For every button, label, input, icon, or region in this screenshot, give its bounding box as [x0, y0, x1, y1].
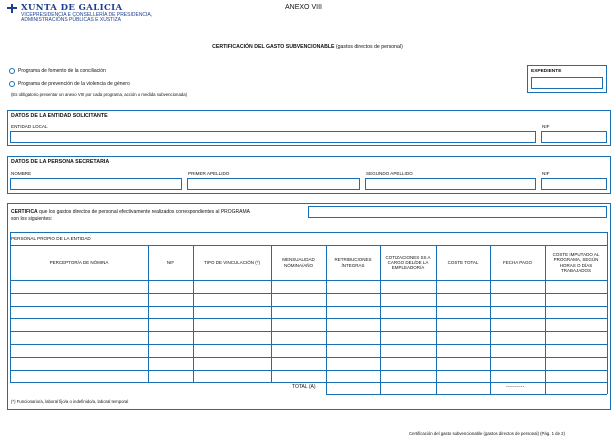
- segundo-apellido-label: SEGUNDO APELLIDO: [366, 171, 413, 176]
- program-conciliacion-label: Programa de fomento de la conciliación: [18, 68, 106, 74]
- table-cell-input[interactable]: [327, 307, 379, 318]
- table-cell-input[interactable]: [546, 371, 606, 382]
- table-cell-input[interactable]: [381, 307, 435, 318]
- secretaria-nif-label: NIF: [542, 171, 550, 176]
- table-cell-input[interactable]: [149, 332, 192, 343]
- page-footer: Certificación del gasto subvencionable (gastos directos de personal) (Pág. 1 de 2): [409, 431, 565, 436]
- table-cell-input[interactable]: [194, 307, 270, 318]
- table-cell-input[interactable]: [272, 281, 325, 292]
- table-header-cell: MENSUALIDAD NÓMINA/AÑO: [282, 257, 315, 268]
- table-cell-input[interactable]: [491, 371, 544, 382]
- table-cell-input[interactable]: [149, 281, 192, 292]
- table-cell-input[interactable]: [272, 294, 325, 305]
- logo-subtitle-line-1: VICEPRESIDENCIA E CONSELLERÍA DE PRESIDENCIA,: [21, 12, 153, 18]
- table-cell-input[interactable]: [437, 358, 489, 369]
- table-cell-input[interactable]: [546, 345, 606, 356]
- table-border-top: [10, 232, 607, 233]
- table-cell-input[interactable]: [194, 345, 270, 356]
- form-title-bold: CERTIFICACIÓN DEL GASTO SUBVENCIONABLE: [212, 44, 335, 50]
- table-cell-input[interactable]: [272, 307, 325, 318]
- table-cell-input[interactable]: [149, 345, 192, 356]
- table-cell-input[interactable]: [437, 307, 489, 318]
- table-cell-input[interactable]: [546, 358, 606, 369]
- table-cell-input[interactable]: [437, 281, 489, 292]
- table-cell-input[interactable]: [272, 358, 325, 369]
- table-cell-input[interactable]: [11, 371, 147, 382]
- certifica-text-1: que los gastos directos de personal efectivamente realizados correspondientes al PROGRAMA: [37, 209, 251, 215]
- table-cell-input[interactable]: [327, 371, 379, 382]
- table-header-cell: COSTE TOTAL: [447, 259, 479, 265]
- table-header-cell: TIPO DE VINCULACIÓN (*): [203, 259, 260, 265]
- annex-label: ANEXO VIII: [285, 4, 322, 11]
- table-cell-input[interactable]: [149, 358, 192, 369]
- table-cell-input[interactable]: [381, 345, 435, 356]
- table-cell-input[interactable]: [149, 371, 192, 382]
- table-cell-input[interactable]: [437, 371, 489, 382]
- table-cell-input[interactable]: [491, 332, 544, 343]
- table-cell-input[interactable]: [381, 332, 435, 343]
- table-total-bottom-line: [326, 394, 607, 395]
- table-cell-input[interactable]: [194, 319, 270, 330]
- expediente-label: EXPEDIENTE: [531, 69, 562, 74]
- table-header-cell: RETRIBUCIONES ÍNTEGRAS: [334, 257, 372, 268]
- table-cell-input[interactable]: [272, 319, 325, 330]
- program-violencia-label: Programa de prevención de la violencia de género: [18, 81, 130, 87]
- logo-title: XUNTA DE GALICIA: [21, 3, 123, 13]
- certifica-text-2: son los siguientes:: [11, 216, 53, 222]
- entidad-solicitante-title: DATOS DE LA ENTIDAD SOLICITANTE: [11, 113, 108, 119]
- table-cell-input[interactable]: [437, 345, 489, 356]
- table-cell-input[interactable]: [149, 319, 192, 330]
- table-cell-input[interactable]: [546, 332, 606, 343]
- table-cell-input[interactable]: [491, 319, 544, 330]
- table-header-cell: COTIZACIONES SS A CARGO DEL/DE LA EMPLEADOR/A: [385, 254, 431, 271]
- table-cell-input[interactable]: [381, 294, 435, 305]
- table-cell-input[interactable]: [381, 358, 435, 369]
- table-cell-input[interactable]: [381, 319, 435, 330]
- table-cell-input[interactable]: [11, 307, 147, 318]
- form-title-rest: (gastos directos de personal): [334, 44, 403, 50]
- total-label: TOTAL (A): [292, 384, 316, 390]
- table-cell-input[interactable]: [11, 319, 147, 330]
- logo-subtitle-line-2: ADMINISTRACIÓNS PÚBLICAS E XUSTIZA: [21, 17, 122, 24]
- table-cell-input[interactable]: [546, 281, 606, 292]
- table-cell-input[interactable]: [437, 294, 489, 305]
- table-cell-input[interactable]: [11, 345, 147, 356]
- entidad-nif-label: NIF: [542, 124, 550, 129]
- table-cell-input[interactable]: [194, 281, 270, 292]
- table-column-divider: [326, 382, 327, 394]
- table-cell-input[interactable]: [327, 294, 379, 305]
- table-cell-input[interactable]: [194, 332, 270, 343]
- table-cell-input[interactable]: [149, 294, 192, 305]
- table-cell-input[interactable]: [327, 345, 379, 356]
- table-cell-input[interactable]: [491, 345, 544, 356]
- nombre-label: NOMBRE: [11, 171, 32, 176]
- primer-apellido-label: PRIMER APELLIDO: [188, 171, 230, 176]
- persona-secretaria-title: DATOS DE LA PERSONA SECRETARIA: [11, 159, 110, 165]
- table-cell-input[interactable]: [327, 332, 379, 343]
- table-cell-input[interactable]: [546, 319, 606, 330]
- table-cell-input[interactable]: [272, 345, 325, 356]
- table-cell-input[interactable]: [327, 358, 379, 369]
- table-cell-input[interactable]: [11, 358, 147, 369]
- table-header-cell: COSTE IMPUTADO AL PROGRAMA, SEGÚN HORAS O DÍAS TRABAJADOS: [552, 252, 600, 273]
- table-cell-input[interactable]: [491, 307, 544, 318]
- footnote: (*) Funcionario/a, laboral fijo/a o indefinido/a, laboral temporal: [11, 399, 129, 404]
- table-cell-input[interactable]: [437, 319, 489, 330]
- table-cell-input[interactable]: [546, 294, 606, 305]
- table-cell-input[interactable]: [272, 371, 325, 382]
- table-cell-input[interactable]: [491, 281, 544, 292]
- table-cell-input[interactable]: [194, 294, 270, 305]
- table-cell-input[interactable]: [437, 332, 489, 343]
- table-cell-input[interactable]: [149, 307, 192, 318]
- table-border-right: [607, 232, 608, 394]
- table-cell-input[interactable]: [491, 294, 544, 305]
- fecha-pago-total-placeholder: ---------: [506, 384, 525, 390]
- table-cell-input[interactable]: [491, 358, 544, 369]
- program-note: (Es obligatorio presentar un anexo VIII por cada programa, acción o medida subvencionada): [11, 92, 188, 97]
- table-cell-input[interactable]: [272, 332, 325, 343]
- table-header-cell: NIF: [166, 259, 175, 265]
- table-cell-input[interactable]: [327, 319, 379, 330]
- table-header-cell: FECHA PAGO: [503, 259, 532, 265]
- table-cell-input[interactable]: [327, 281, 379, 292]
- table-cell-input[interactable]: [381, 281, 435, 292]
- table-cell-input[interactable]: [194, 371, 270, 382]
- table-cell-input[interactable]: [381, 371, 435, 382]
- entidad-local-label: ENTIDAD LOCAL: [11, 124, 48, 129]
- table-header-cell: PERCEPTOR/A DE NÓMINA: [49, 259, 109, 265]
- table-caption: PERSONAL PROPIO DE LA ENTIDAD: [11, 236, 91, 241]
- table-cell-input[interactable]: [11, 281, 147, 292]
- table-cell-input[interactable]: [194, 358, 270, 369]
- table-cell-input[interactable]: [11, 332, 147, 343]
- table-cell-input[interactable]: [546, 307, 606, 318]
- table-cell-input[interactable]: [11, 294, 147, 305]
- certifica-bold: CERTIFICA: [11, 209, 38, 215]
